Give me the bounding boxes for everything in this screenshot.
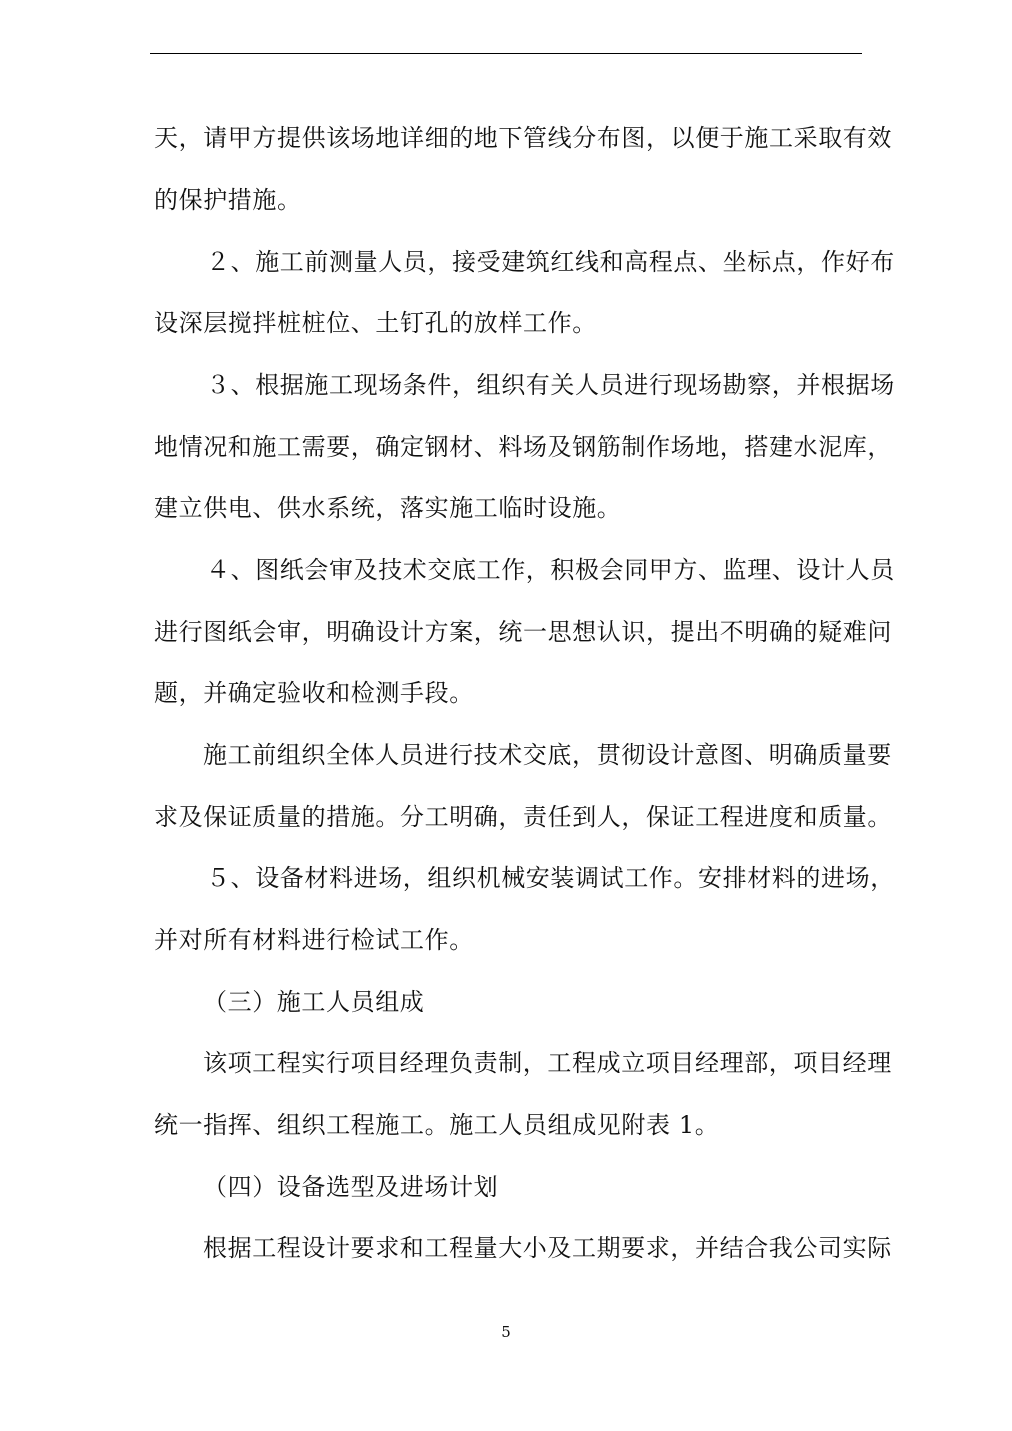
text-line: 求及保证质量的措施。分工明确，责任到人，保证工程进度和质量。 (154, 803, 892, 831)
page-number: 5 (501, 1323, 511, 1341)
section-heading: （四）设备选型及进场计划 (203, 1173, 499, 1201)
text-line: 建立供电、供水系统，落实施工临时设施。 (154, 494, 622, 522)
text-line: ２、施工前测量人员，接受建筑红线和高程点、坐标点，作好布 (206, 248, 895, 276)
text-line: 施工前组织全体人员进行技术交底，贯彻设计意图、明确质量要 (203, 741, 892, 769)
text-line: ５、设备材料进场，组织机械安装调试工作。安排材料的进场， (206, 864, 895, 892)
text-line: 并对所有材料进行检试工作。 (154, 926, 474, 954)
text-line: 该项工程实行项目经理负责制，工程成立项目经理部，项目经理 (203, 1049, 892, 1077)
text-line: 进行图纸会审，明确设计方案，统一思想认识，提出不明确的疑难问 (154, 618, 892, 646)
text-line: 的保护措施。 (154, 186, 302, 214)
text-line: 地情况和施工需要，确定钢材、料场及钢筋制作场地，搭建水泥库， (154, 433, 892, 461)
text-line: ３、根据施工现场条件，组织有关人员进行现场勘察，并根据场 (206, 371, 895, 399)
text-line: 设深层搅拌桩桩位、土钉孔的放样工作。 (154, 309, 597, 337)
section-heading: （三）施工人员组成 (203, 988, 425, 1016)
text-line: 统一指挥、组织工程施工。施工人员组成见附表 1。 (154, 1111, 720, 1139)
header-rule (150, 53, 862, 54)
text-line: 天，请甲方提供该场地详细的地下管线分布图，以便于施工采取有效 (154, 124, 892, 152)
text-line: 根据工程设计要求和工程量大小及工期要求，并结合我公司实际 (203, 1234, 892, 1262)
text-line: 题，并确定验收和检测手段。 (154, 679, 474, 707)
text-line: ４、图纸会审及技术交底工作，积极会同甲方、监理、设计人员 (206, 556, 895, 584)
